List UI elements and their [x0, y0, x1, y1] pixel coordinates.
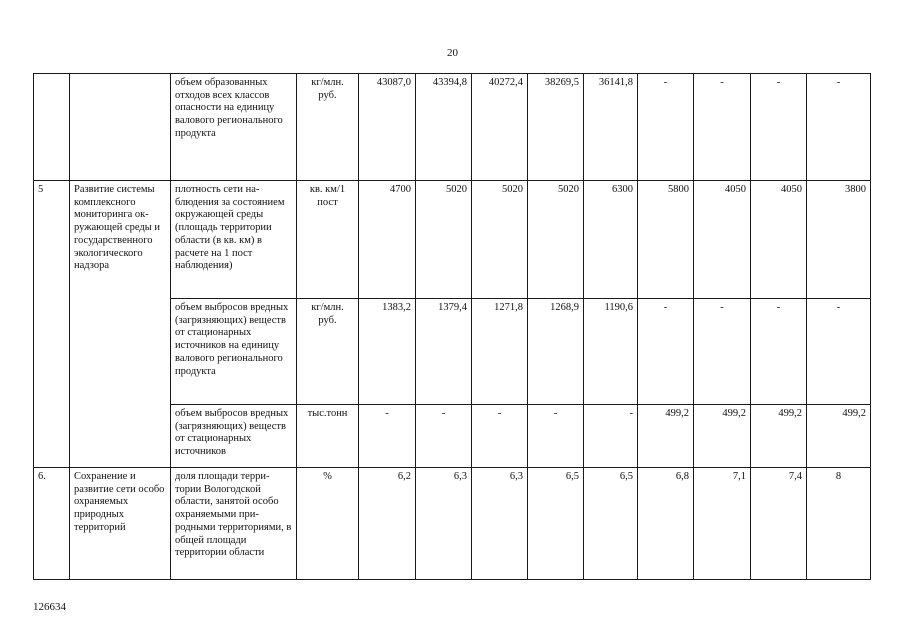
value-cell: 5020: [528, 181, 584, 299]
value-cell: 7,1: [694, 468, 751, 580]
row-number: 6.: [34, 468, 70, 580]
value-cell: 40272,4: [472, 74, 528, 181]
unit-cell: кг/млн. руб.: [297, 74, 359, 181]
value-cell: 5800: [638, 181, 694, 299]
value-cell: 43394,8: [416, 74, 472, 181]
value-cell: 1271,8: [472, 299, 528, 405]
unit-cell: тыс.тонн: [297, 405, 359, 468]
value-cell: -: [807, 299, 871, 405]
indicators-table: [33, 73, 871, 580]
value-cell: 6300: [584, 181, 638, 299]
value-cell: -: [528, 405, 584, 468]
page-number: 20: [447, 47, 458, 59]
value-cell: 36141,8: [584, 74, 638, 181]
indicator-cell: плотность сети наблюдения за состоянием окружающей среды (площадь территории области (в кв. км) в расчете на 1 пост наблюдения): [171, 181, 297, 299]
row-number: 5: [34, 181, 70, 468]
indicator-cell: объем образованных отходов всех классов опасности на единицу валового регионального продукта: [171, 74, 297, 181]
document-code: 126634: [33, 601, 66, 613]
task-cell: Сохранение и развитие сети особо охраняемых природных территорий: [70, 468, 171, 580]
value-cell: 4050: [751, 181, 807, 299]
indicator-cell: объем выбросов вредных (загрязняющих) веществ от стационарных источников на единицу валового регионального продукта: [171, 299, 297, 405]
value-cell: -: [694, 74, 751, 181]
value-cell: 6,3: [472, 468, 528, 580]
indicator-cell: объем выбросов вредных (загрязняющих) веществ от стационарных источников: [171, 405, 297, 468]
value-cell: 6,3: [416, 468, 472, 580]
row-number: [34, 74, 70, 181]
value-cell: 4700: [359, 181, 416, 299]
value-cell: 43087,0: [359, 74, 416, 181]
value-cell: 5020: [472, 181, 528, 299]
unit-cell: кв. км/1 пост: [297, 181, 359, 299]
value-cell: 1383,2: [359, 299, 416, 405]
value-cell: 6,8: [638, 468, 694, 580]
unit-cell: %: [297, 468, 359, 580]
value-cell: -: [359, 405, 416, 468]
value-cell: 38269,5: [528, 74, 584, 181]
task-cell: [70, 74, 171, 181]
indicator-cell: доля площади территории Вологодской области, занятой особо охраняемыми природными территориями, в общей площади территории области: [171, 468, 297, 580]
task-cell: Развитие системы комплексного мониторинга окружающей среды и государственного экологического надзора: [70, 181, 171, 468]
value-cell: -: [638, 74, 694, 181]
value-cell: 499,2: [694, 405, 751, 468]
value-cell: -: [694, 299, 751, 405]
value-cell: 6,2: [359, 468, 416, 580]
value-cell: 499,2: [638, 405, 694, 468]
value-cell: -: [584, 405, 638, 468]
value-cell: -: [472, 405, 528, 468]
value-cell: 8: [807, 468, 871, 580]
table-row: [34, 74, 871, 181]
value-cell: -: [751, 74, 807, 181]
table-row: [34, 181, 871, 299]
value-cell: 5020: [416, 181, 472, 299]
unit-cell: кг/млн. руб.: [297, 299, 359, 405]
value-cell: 499,2: [751, 405, 807, 468]
value-cell: 1268,9: [528, 299, 584, 405]
value-cell: 1379,4: [416, 299, 472, 405]
value-cell: 7,4: [751, 468, 807, 580]
value-cell: 4050: [694, 181, 751, 299]
value-cell: 1190,6: [584, 299, 638, 405]
value-cell: -: [807, 74, 871, 181]
value-cell: 499,2: [807, 405, 871, 468]
value-cell: 3800: [807, 181, 871, 299]
table-row: [34, 468, 871, 580]
value-cell: -: [638, 299, 694, 405]
value-cell: -: [751, 299, 807, 405]
value-cell: 6,5: [584, 468, 638, 580]
value-cell: -: [416, 405, 472, 468]
value-cell: 6,5: [528, 468, 584, 580]
